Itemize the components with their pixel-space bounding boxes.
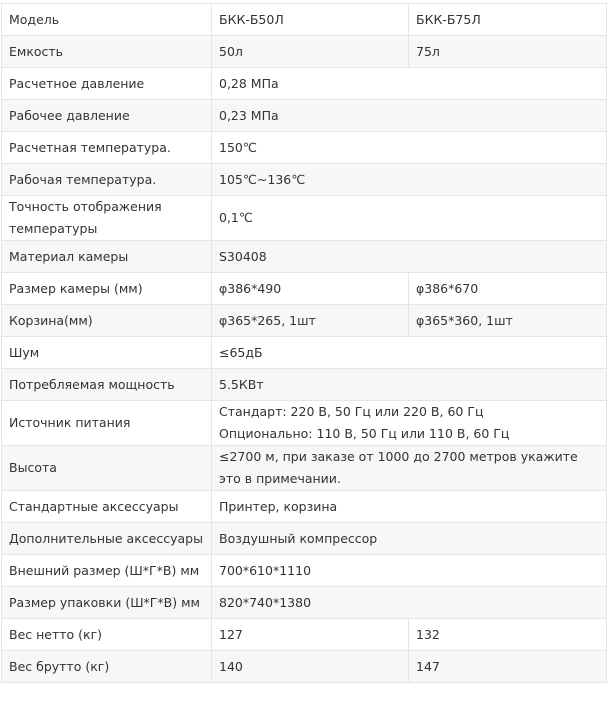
cell-value: [212, 401, 607, 446]
row-label: Размер упаковки (Ш*Г*В) мм: [2, 587, 212, 619]
cell-value: 140: [212, 651, 409, 683]
row-label: Высота: [2, 446, 212, 491]
row-label: Расчетное давление: [2, 68, 212, 100]
table-row-external-size: [2, 555, 607, 587]
cell-value: 132: [409, 619, 607, 651]
cell-value: 127: [212, 619, 409, 651]
table-row-basket: [2, 305, 607, 337]
cell-value: 147: [409, 651, 607, 683]
row-label: Расчетная температура.: [2, 132, 212, 164]
row-label: Внешний размер (Ш*Г*В) мм: [2, 555, 212, 587]
table-row-net-weight: [2, 619, 607, 651]
model-b50l: БКК-Б50Л: [212, 4, 409, 36]
table-row-working-temperature: [2, 164, 607, 196]
table-row-working-pressure: [2, 100, 607, 132]
table-row-standard-accessories: [2, 491, 607, 523]
cell-value: φ365*265, 1шт: [212, 305, 409, 337]
table-row-model: [2, 4, 607, 36]
row-label: Источник питания: [2, 401, 212, 446]
power-optional: Опционально: 110 В, 50 Гц или 110 В, 60 Гц: [219, 426, 510, 441]
table-row-design-temperature: [2, 132, 607, 164]
table-row-capacity: [2, 36, 607, 68]
row-label: Вес брутто (кг): [2, 651, 212, 683]
row-label: Вес нетто (кг): [2, 619, 212, 651]
cell-value: S30408: [212, 241, 607, 273]
table-row-optional-accessories: [2, 523, 607, 555]
cell-value: 700*610*1110: [212, 555, 607, 587]
cell-value: ≤65дБ: [212, 337, 607, 369]
cell-value: φ365*360, 1шт: [409, 305, 607, 337]
cell-value: Принтер, корзина: [212, 491, 607, 523]
row-label: Стандартные аксессуары: [2, 491, 212, 523]
cell-value: 105℃~136℃: [212, 164, 607, 196]
cell-value: 75л: [409, 36, 607, 68]
table-row-display-accuracy: [2, 196, 607, 241]
row-label: Рабочая температура.: [2, 164, 212, 196]
table-row-noise: [2, 337, 607, 369]
cell-value: 150℃: [212, 132, 607, 164]
model-b75l: БКК-Б75Л: [409, 4, 607, 36]
table-row-power-consumption: [2, 369, 607, 401]
cell-value: ≤2700 м, при заказе от 1000 до 2700 метров укажите это в примечании.: [212, 446, 607, 491]
table-row-chamber-size: [2, 273, 607, 305]
row-label: Корзина(мм): [2, 305, 212, 337]
table-row-design-pressure: [2, 68, 607, 100]
row-label: Рабочее давление: [2, 100, 212, 132]
row-label: Модель: [2, 4, 212, 36]
table-row-altitude: [2, 446, 607, 491]
cell-value: Воздушный компрессор: [212, 523, 607, 555]
power-standard: Стандарт: 220 В, 50 Гц или 220 В, 60 Гц: [219, 404, 484, 419]
row-label: Точность отображения температуры: [2, 196, 212, 241]
cell-value: φ386*490: [212, 273, 409, 305]
table-row-chamber-material: [2, 241, 607, 273]
row-label: Дополнительные аксессуары: [2, 523, 212, 555]
table-row-package-size: [2, 587, 607, 619]
table-row-power-supply: [2, 401, 607, 446]
table-row-gross-weight: [2, 651, 607, 683]
spec-table: [1, 3, 607, 683]
row-label: Материал камеры: [2, 241, 212, 273]
row-label: Потребляемая мощность: [2, 369, 212, 401]
cell-value: 820*740*1380: [212, 587, 607, 619]
cell-value: 5.5КВт: [212, 369, 607, 401]
cell-value: 50л: [212, 36, 409, 68]
cell-value: φ386*670: [409, 273, 607, 305]
row-label: Емкость: [2, 36, 212, 68]
cell-value: 0,28 МПа: [212, 68, 607, 100]
cell-value: 0,1℃: [212, 196, 607, 241]
row-label: Шум: [2, 337, 212, 369]
row-label: Размер камеры (мм): [2, 273, 212, 305]
cell-value: 0,23 МПа: [212, 100, 607, 132]
